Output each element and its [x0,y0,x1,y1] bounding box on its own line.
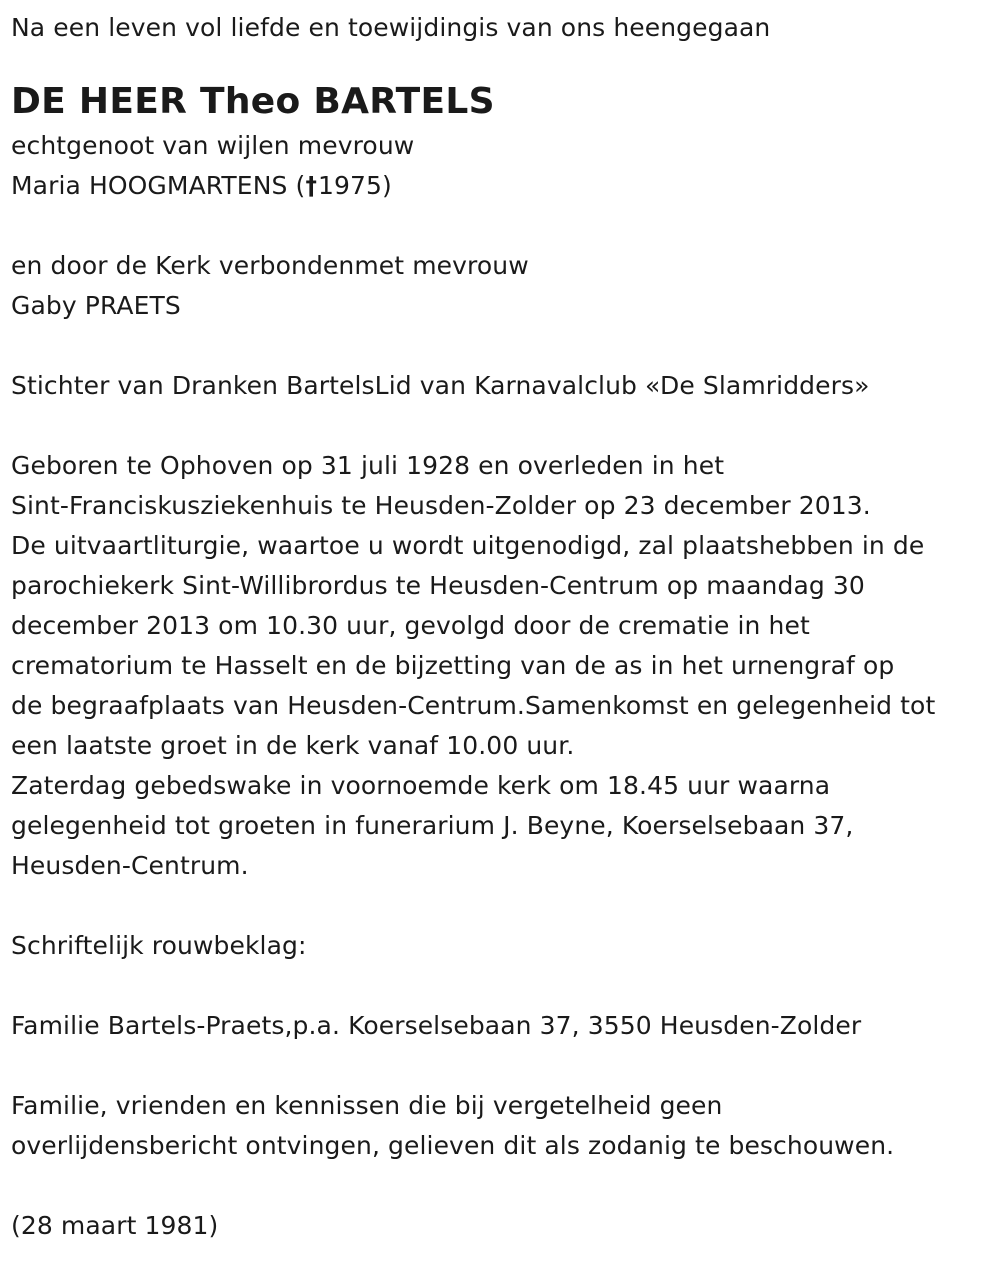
spacer [11,966,996,1006]
funeral-details [11,446,996,886]
partner-relation: en door de Kerk verbondenmet mevrouw [11,251,529,280]
obituary-notice [11,8,996,1246]
details-line: gelegenheid tot groeten in funerarium J. Beyne, Koerselsebaan 37, [11,811,854,840]
spouse-death-year: 1975) [317,171,392,200]
details-line: Heusden-Centrum. [11,851,249,880]
spacer [11,886,996,926]
spouse-name-line [11,166,996,206]
details-line: parochiekerk Sint-Willibrordus te Heusden-Centrum op maandag 30 [11,571,865,600]
details-line: de begraafplaats van Heusden-Centrum.Samenkomst en gelegenheid tot [11,691,936,720]
details-line: december 2013 om 10.30 uur, gevolgd door de crematie in het [11,611,810,640]
closing-line: overlijdensbericht ontvingen, gelieven dit als zodanig te beschouwen. [11,1131,895,1160]
family-address: Familie Bartels-Praets,p.a. Koerselsebaan 37, 3550 Heusden-Zolder [11,1011,862,1040]
condolence-label: Schriftelijk rouwbeklag: [11,931,307,960]
details-line: een laatste groet in de kerk vanaf 10.00 uur. [11,731,575,760]
closing-line: Familie, vrienden en kennissen die bij vergetelheid geen [11,1091,723,1120]
roles-text: Stichter van Dranken BartelsLid van Karnavalclub «De Slamridders» [11,371,870,400]
date-note: (28 maart 1981) [11,1211,219,1240]
details-line: crematorium te Hasselt en de bijzetting van de as in het urnengraf op [11,651,895,680]
partner-name: Gaby PRAETS [11,291,181,320]
details-line: Sint-Franciskusziekenhuis te Heusden-Zolder op 23 december 2013. [11,491,871,520]
intro-text: Na een leven vol liefde en toewijdingis van ons heengegaan [11,13,771,42]
spouse-name: Maria HOOGMARTENS ( [11,171,306,200]
spacer [11,1166,996,1206]
cross-icon: † [306,171,318,200]
details-line: Geboren te Ophoven op 31 juli 1928 en overleden in het [11,451,725,480]
spacer [11,406,996,446]
spacer [11,1046,996,1086]
details-line: De uitvaartliturgie, waartoe u wordt uitgenodigd, zal plaatshebben in de [11,531,925,560]
spacer [11,48,996,78]
deceased-name: DE HEER Theo BARTELS [11,81,495,122]
details-line: Zaterdag gebedswake in voornoemde kerk om 18.45 uur waarna [11,771,831,800]
spacer [11,326,996,366]
spacer [11,206,996,246]
spouse-relation: echtgenoot van wijlen mevrouw [11,131,415,160]
